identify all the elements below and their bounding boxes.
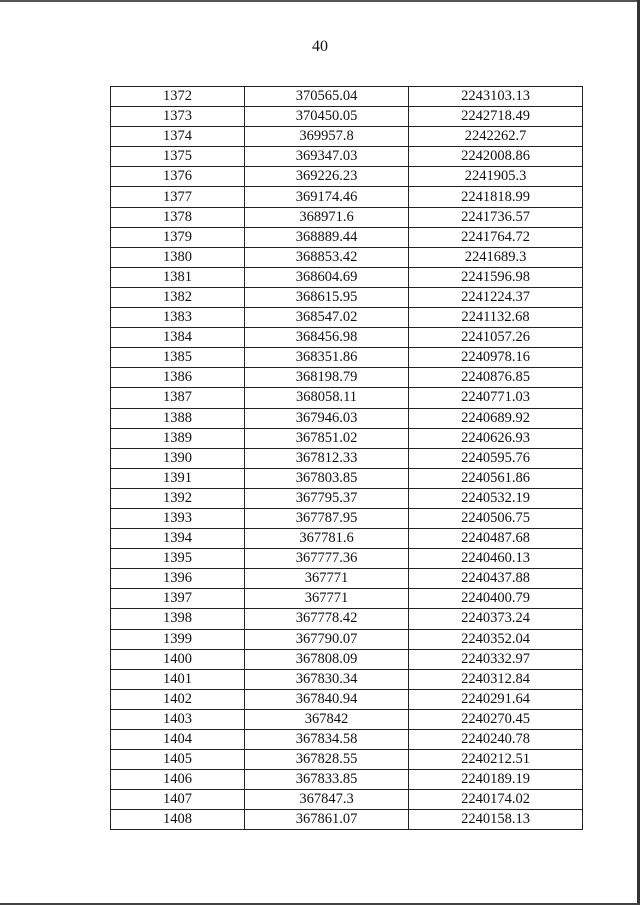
y-coordinate-cell: 2240291.64: [409, 689, 583, 709]
point-number-cell: 1381: [111, 267, 245, 287]
x-coordinate-cell: 369226.23: [245, 167, 409, 187]
table-row: [111, 388, 583, 408]
x-coordinate-cell: 367842: [245, 709, 409, 729]
point-number-cell: 1389: [111, 428, 245, 448]
table-row: [111, 629, 583, 649]
table-row: [111, 348, 583, 368]
table-row: [111, 328, 583, 348]
x-coordinate-cell: 367828.55: [245, 750, 409, 770]
y-coordinate-cell: 2240400.79: [409, 589, 583, 609]
x-coordinate-cell: 367781.6: [245, 529, 409, 549]
table-row: [111, 227, 583, 247]
point-number-cell: 1387: [111, 388, 245, 408]
table-row: [111, 87, 583, 107]
x-coordinate-cell: 367803.85: [245, 468, 409, 488]
point-number-cell: 1400: [111, 649, 245, 669]
coordinates-table-body: [111, 87, 583, 830]
x-coordinate-cell: 367833.85: [245, 770, 409, 790]
table-row: [111, 730, 583, 750]
scan-top-edge: [0, 0, 640, 2]
y-coordinate-cell: 2240437.88: [409, 569, 583, 589]
table-row: [111, 428, 583, 448]
point-number-cell: 1408: [111, 810, 245, 830]
table-row: [111, 287, 583, 307]
coordinates-table: [110, 86, 583, 830]
x-coordinate-cell: 367830.34: [245, 669, 409, 689]
y-coordinate-cell: 2243103.13: [409, 87, 583, 107]
y-coordinate-cell: 2242008.86: [409, 147, 583, 167]
x-coordinate-cell: 367840.94: [245, 689, 409, 709]
y-coordinate-cell: 2240270.45: [409, 709, 583, 729]
point-number-cell: 1406: [111, 770, 245, 790]
table-row: [111, 267, 583, 287]
point-number-cell: 1402: [111, 689, 245, 709]
table-row: [111, 750, 583, 770]
x-coordinate-cell: 367847.3: [245, 790, 409, 810]
x-coordinate-cell: 368351.86: [245, 348, 409, 368]
y-coordinate-cell: 2240771.03: [409, 388, 583, 408]
table-row: [111, 549, 583, 569]
table-row: [111, 468, 583, 488]
point-number-cell: 1397: [111, 589, 245, 609]
table-row: [111, 810, 583, 830]
y-coordinate-cell: 2240876.85: [409, 368, 583, 388]
table-row: [111, 147, 583, 167]
x-coordinate-cell: 367778.42: [245, 609, 409, 629]
y-coordinate-cell: 2241596.98: [409, 267, 583, 287]
x-coordinate-cell: 367946.03: [245, 408, 409, 428]
x-coordinate-cell: 367808.09: [245, 649, 409, 669]
point-number-cell: 1394: [111, 529, 245, 549]
table-row: [111, 508, 583, 528]
y-coordinate-cell: 2240978.16: [409, 348, 583, 368]
x-coordinate-cell: 367787.95: [245, 508, 409, 528]
point-number-cell: 1388: [111, 408, 245, 428]
x-coordinate-cell: 368547.02: [245, 308, 409, 328]
y-coordinate-cell: 2241132.68: [409, 308, 583, 328]
point-number-cell: 1390: [111, 448, 245, 468]
point-number-cell: 1405: [111, 750, 245, 770]
table-row: [111, 308, 583, 328]
y-coordinate-cell: 2240689.92: [409, 408, 583, 428]
y-coordinate-cell: 2240506.75: [409, 508, 583, 528]
y-coordinate-cell: 2241224.37: [409, 287, 583, 307]
y-coordinate-cell: 2240626.93: [409, 428, 583, 448]
x-coordinate-cell: 367771: [245, 569, 409, 589]
point-number-cell: 1377: [111, 187, 245, 207]
table-row: [111, 187, 583, 207]
point-number-cell: 1384: [111, 328, 245, 348]
x-coordinate-cell: 369957.8: [245, 127, 409, 147]
table-row: [111, 790, 583, 810]
point-number-cell: 1403: [111, 709, 245, 729]
point-number-cell: 1398: [111, 609, 245, 629]
point-number-cell: 1396: [111, 569, 245, 589]
point-number-cell: 1378: [111, 207, 245, 227]
x-coordinate-cell: 367777.36: [245, 549, 409, 569]
point-number-cell: 1379: [111, 227, 245, 247]
y-coordinate-cell: 2241818.99: [409, 187, 583, 207]
x-coordinate-cell: 370565.04: [245, 87, 409, 107]
x-coordinate-cell: 367851.02: [245, 428, 409, 448]
point-number-cell: 1401: [111, 669, 245, 689]
y-coordinate-cell: 2240158.13: [409, 810, 583, 830]
table-row: [111, 609, 583, 629]
x-coordinate-cell: 367861.07: [245, 810, 409, 830]
y-coordinate-cell: 2241689.3: [409, 247, 583, 267]
y-coordinate-cell: 2240174.02: [409, 790, 583, 810]
y-coordinate-cell: 2241736.57: [409, 207, 583, 227]
table-row: [111, 247, 583, 267]
table-row: [111, 649, 583, 669]
x-coordinate-cell: 367795.37: [245, 488, 409, 508]
table-row: [111, 107, 583, 127]
y-coordinate-cell: 2240532.19: [409, 488, 583, 508]
x-coordinate-cell: 367790.07: [245, 629, 409, 649]
point-number-cell: 1380: [111, 247, 245, 267]
x-coordinate-cell: 368058.11: [245, 388, 409, 408]
table-row: [111, 448, 583, 468]
table-row: [111, 669, 583, 689]
table-row: [111, 569, 583, 589]
point-number-cell: 1373: [111, 107, 245, 127]
page-number: 40: [312, 38, 328, 55]
table-row: [111, 488, 583, 508]
table-row: [111, 529, 583, 549]
y-coordinate-cell: 2242262.7: [409, 127, 583, 147]
table-row: [111, 589, 583, 609]
y-coordinate-cell: 2240332.97: [409, 649, 583, 669]
y-coordinate-cell: 2241057.26: [409, 328, 583, 348]
x-coordinate-cell: 367812.33: [245, 448, 409, 468]
point-number-cell: 1375: [111, 147, 245, 167]
x-coordinate-cell: 369174.46: [245, 187, 409, 207]
point-number-cell: 1376: [111, 167, 245, 187]
table-row: [111, 167, 583, 187]
y-coordinate-cell: 2241764.72: [409, 227, 583, 247]
y-coordinate-cell: 2240487.68: [409, 529, 583, 549]
y-coordinate-cell: 2240373.24: [409, 609, 583, 629]
point-number-cell: 1382: [111, 287, 245, 307]
point-number-cell: 1407: [111, 790, 245, 810]
point-number-cell: 1372: [111, 87, 245, 107]
x-coordinate-cell: 368853.42: [245, 247, 409, 267]
point-number-cell: 1395: [111, 549, 245, 569]
point-number-cell: 1391: [111, 468, 245, 488]
y-coordinate-cell: 2240240.78: [409, 730, 583, 750]
y-coordinate-cell: 2240189.19: [409, 770, 583, 790]
y-coordinate-cell: 2240212.51: [409, 750, 583, 770]
point-number-cell: 1374: [111, 127, 245, 147]
y-coordinate-cell: 2241905.3: [409, 167, 583, 187]
x-coordinate-cell: 367834.58: [245, 730, 409, 750]
table-row: [111, 207, 583, 227]
point-number-cell: 1393: [111, 508, 245, 528]
point-number-cell: 1404: [111, 730, 245, 750]
x-coordinate-cell: 368889.44: [245, 227, 409, 247]
table-row: [111, 368, 583, 388]
y-coordinate-cell: 2242718.49: [409, 107, 583, 127]
table-row: [111, 709, 583, 729]
y-coordinate-cell: 2240561.86: [409, 468, 583, 488]
point-number-cell: 1385: [111, 348, 245, 368]
y-coordinate-cell: 2240460.13: [409, 549, 583, 569]
x-coordinate-cell: 368971.6: [245, 207, 409, 227]
table-row: [111, 127, 583, 147]
y-coordinate-cell: 2240595.76: [409, 448, 583, 468]
table-row: [111, 689, 583, 709]
table-row: [111, 408, 583, 428]
point-number-cell: 1392: [111, 488, 245, 508]
x-coordinate-cell: 368604.69: [245, 267, 409, 287]
table-row: [111, 770, 583, 790]
point-number-cell: 1383: [111, 308, 245, 328]
point-number-cell: 1399: [111, 629, 245, 649]
x-coordinate-cell: 368615.95: [245, 287, 409, 307]
point-number-cell: 1386: [111, 368, 245, 388]
y-coordinate-cell: 2240312.84: [409, 669, 583, 689]
x-coordinate-cell: 369347.03: [245, 147, 409, 167]
x-coordinate-cell: 368456.98: [245, 328, 409, 348]
x-coordinate-cell: 370450.05: [245, 107, 409, 127]
x-coordinate-cell: 367771: [245, 589, 409, 609]
x-coordinate-cell: 368198.79: [245, 368, 409, 388]
y-coordinate-cell: 2240352.04: [409, 629, 583, 649]
